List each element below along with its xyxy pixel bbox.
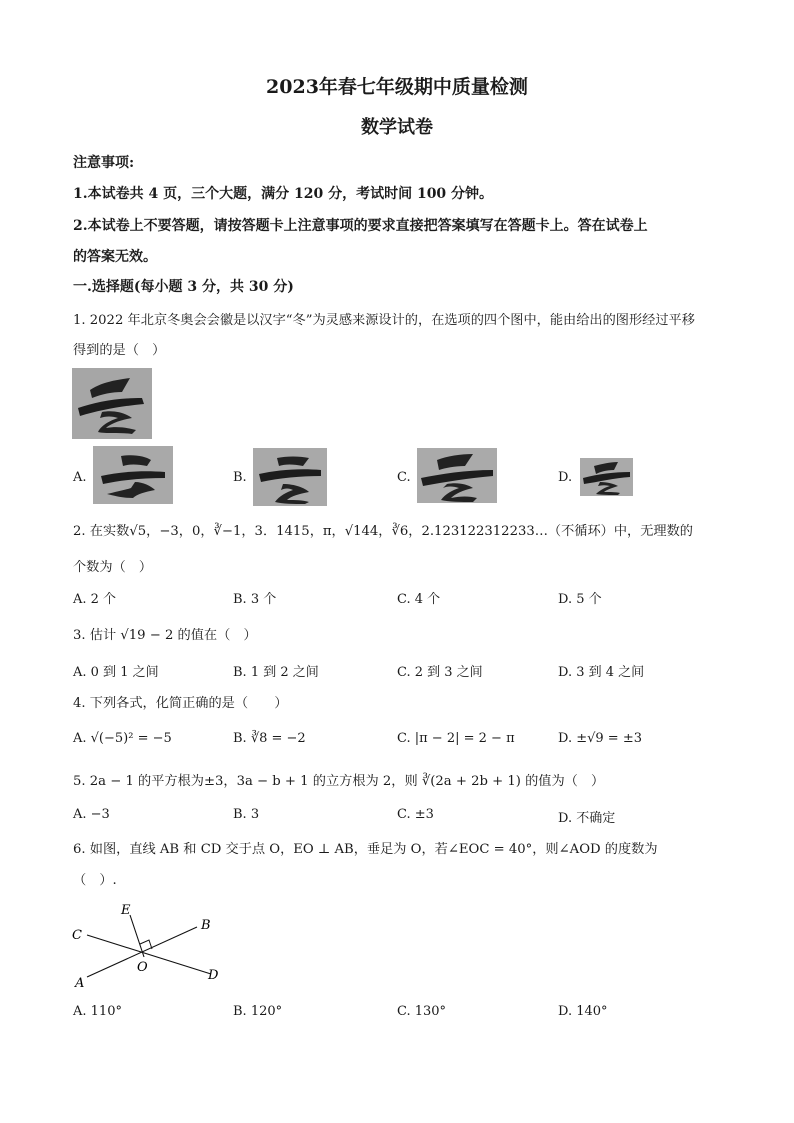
exam-subtitle: 数学试卷 [361, 117, 433, 138]
q6-option-a[interactable]: A. 110° [73, 1004, 122, 1019]
q5-option-d[interactable]: D. 不确定 [558, 811, 616, 826]
notes-item-2-line-2: 的答案无效。 [73, 249, 157, 265]
exam-title: 2023年春七年级期中质量检测 [266, 76, 528, 98]
q4-option-c[interactable]: C. |π − 2| = 2 − π [397, 731, 515, 746]
q6-stem-line-1: 6. 如图，直线 AB 和 CD 交于点 O，EO ⊥ AB，垂足为 O，若∠EOC = 40°，则∠AOD 的度数为 [73, 842, 658, 857]
q1-option-b-label: B. [233, 470, 247, 485]
q4-option-b[interactable]: B. ∛8 = −2 [233, 731, 306, 746]
label-b: B [201, 918, 211, 933]
q3-option-a[interactable]: A. 0 到 1 之间 [73, 665, 159, 680]
label-d: D [208, 968, 219, 983]
q3-option-c[interactable]: C. 2 到 3 之间 [397, 665, 483, 680]
q1-option-d-label: D. [558, 470, 573, 485]
q5-stem: 5. 2a − 1 的平方根为±3，3a − b + 1 的立方根为 2，则 ∛(2a + 2b + 1) 的值为（ ） [73, 774, 605, 789]
q1-option-c-label: C. [397, 470, 411, 485]
q4-option-d[interactable]: D. ±√9 = ±3 [558, 731, 642, 746]
q2-option-d[interactable]: D. 5 个 [558, 592, 602, 607]
q6-stem-line-2: （ ）. [73, 873, 117, 888]
q2-stem-line-1: 2. 在实数√5，−3，0，∛−1，3．1415，π，√144，∛6，2.123122312233…（不循环）中，无理数的 [73, 524, 693, 539]
q4-option-a[interactable]: A. √(−5)² = −5 [73, 731, 172, 746]
q6-option-d[interactable]: D. 140° [558, 1004, 608, 1019]
notes-item-2-line-1: 2.本试卷上不要答题，请按答题卡上注意事项的要求直接把答案填写在答题卡上。答在试卷上 [73, 218, 648, 234]
label-c: C [72, 928, 82, 943]
q4-stem: 4. 下列各式，化简正确的是（ ） [73, 696, 288, 711]
q1-stem-line-1: 1. 2022 年北京冬奥会会徽是以汉字“冬”为灵感来源设计的，在选项的四个图中，能由给出的图形经过平移 [73, 313, 695, 328]
q3-option-b[interactable]: B. 1 到 2 之间 [233, 665, 319, 680]
q2-stem-line-2: 个数为（ ） [73, 560, 153, 575]
notes-item-1: 1.本试卷共 4 页，三个大题，满分 120 分，考试时间 100 分钟。 [73, 186, 494, 202]
q1-stem-line-2: 得到的是（ ） [73, 343, 166, 358]
label-o: O [137, 960, 148, 975]
q6-geometry-figure [65, 895, 235, 990]
right-angle-mark [140, 940, 152, 949]
q1-option-a-label: A. [73, 470, 87, 485]
q5-option-a[interactable]: A. −3 [73, 807, 110, 822]
q2-option-a[interactable]: A. 2 个 [73, 592, 117, 607]
emblem-image [72, 368, 152, 439]
q5-option-c[interactable]: C. ±3 [397, 807, 434, 822]
q6-option-b[interactable]: B. 120° [233, 1004, 283, 1019]
section-heading: 一.选择题(每小题 3 分，共 30 分) [73, 279, 294, 295]
label-e: E [121, 903, 131, 918]
q2-option-b[interactable]: B. 3 个 [233, 592, 277, 607]
q5-option-b[interactable]: B. 3 [233, 807, 260, 822]
q1-option-d-image[interactable] [580, 458, 633, 496]
q1-option-a-image[interactable] [93, 446, 173, 504]
q6-option-c[interactable]: C. 130° [397, 1004, 447, 1019]
q3-stem: 3. 估计 √19 − 2 的值在（ ） [73, 628, 257, 643]
q1-option-b-image[interactable] [253, 448, 327, 506]
notes-heading: 注意事项: [73, 155, 135, 171]
q3-option-d[interactable]: D. 3 到 4 之间 [558, 665, 645, 680]
label-a: A [75, 976, 85, 990]
q2-option-c[interactable]: C. 4 个 [397, 592, 441, 607]
q1-option-c-image[interactable] [417, 448, 497, 503]
